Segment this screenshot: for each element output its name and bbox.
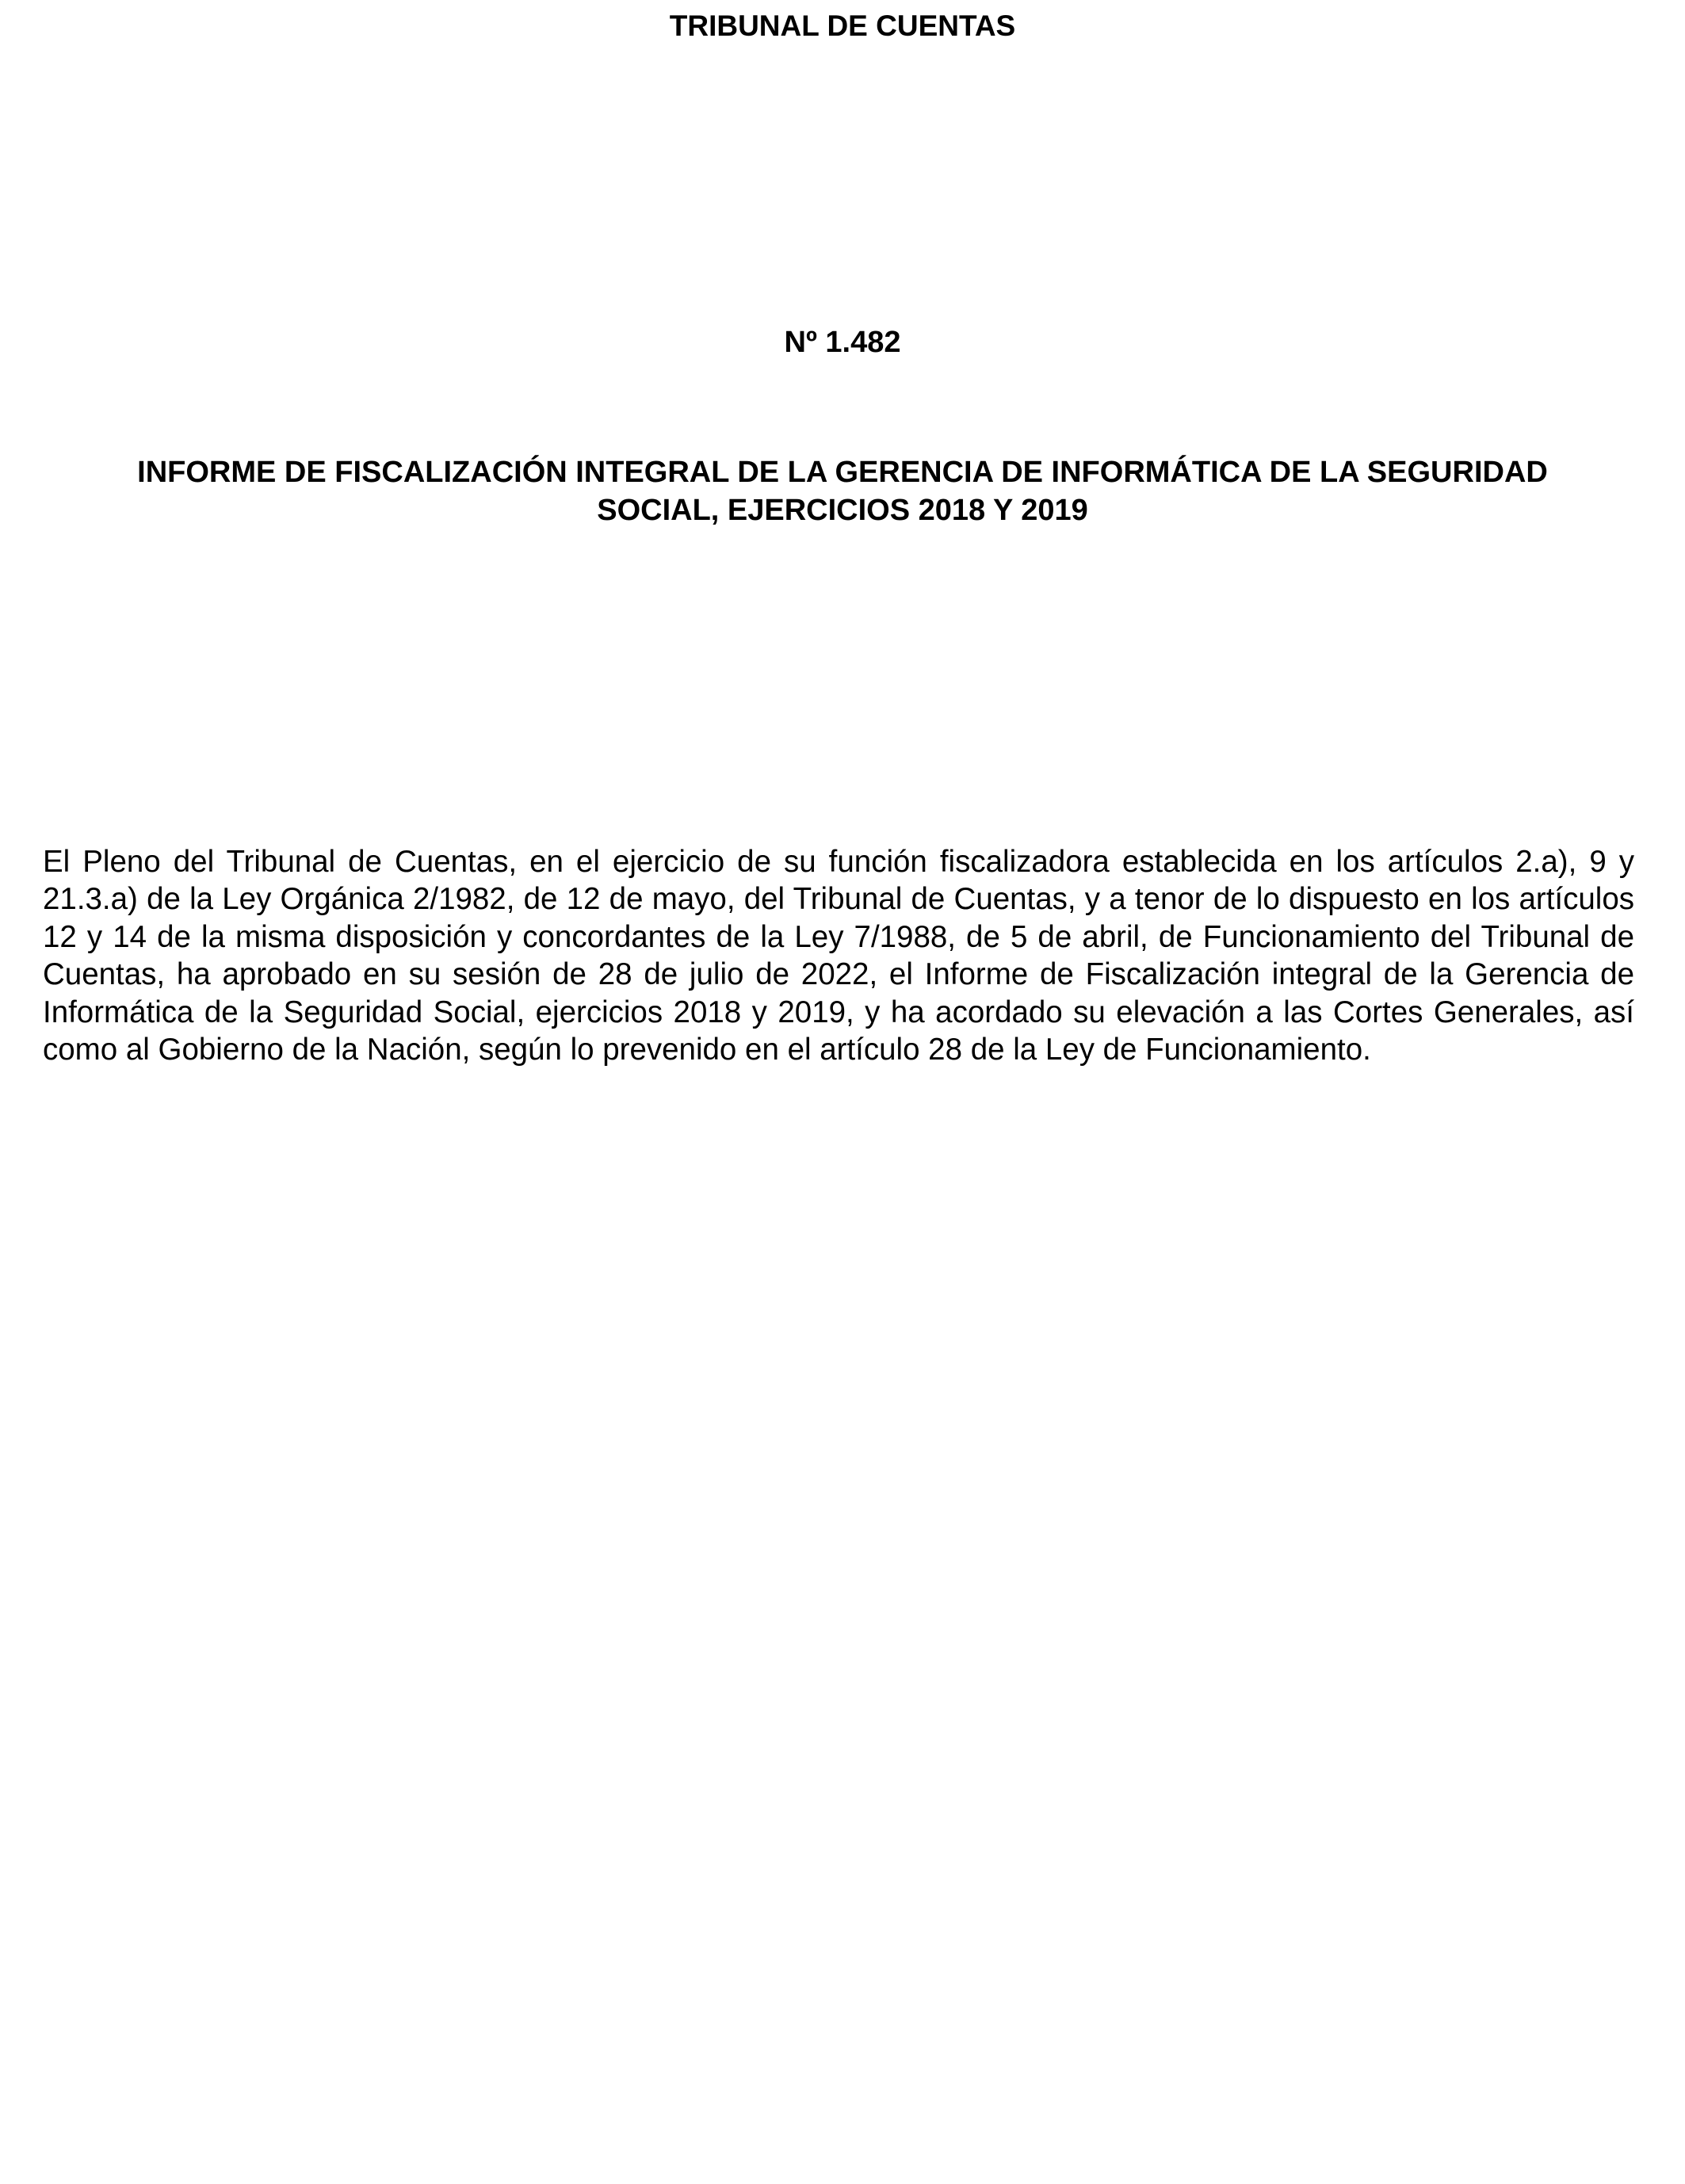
organization-header: TRIBUNAL DE CUENTAS [669, 10, 1016, 42]
report-number: Nº 1.482 [784, 326, 901, 359]
report-title [55, 453, 1630, 529]
report-title-line-1: INFORME DE FISCALIZACIÓN INTEGRAL DE LA GERENCIA DE INFORMÁTICA DE LA SEGURIDAD [137, 456, 1548, 489]
approval-paragraph: El Pleno del Tribunal de Cuentas, en el ejercicio de su función fiscalizadora establecida en los artículos 2.a), 9 y 21.3.a) de la Ley Orgánica 2/1982, de 12 de mayo, del Tribunal de Cuentas, y a tenor de lo dispuesto en los artículos 12 y 14 de la misma disposición y concordantes de la Ley 7/1988, de 5 de abril, de Funcionamiento del Tribunal de Cuentas, ha aprobado en su sesión de 28 de julio de 2022, el Informe de Fiscalización integral de la Gerencia de Informática de la Seguridad Social, ejercicios 2018 y 2019, y ha acordado su elevación a las Cortes Generales, así como al Gobierno de la Nación, según lo prevenido en el artículo 28 de la Ley de Funcionamiento. [43, 844, 1634, 1067]
report-title-line-2: SOCIAL, EJERCICIOS 2018 Y 2019 [597, 494, 1088, 527]
